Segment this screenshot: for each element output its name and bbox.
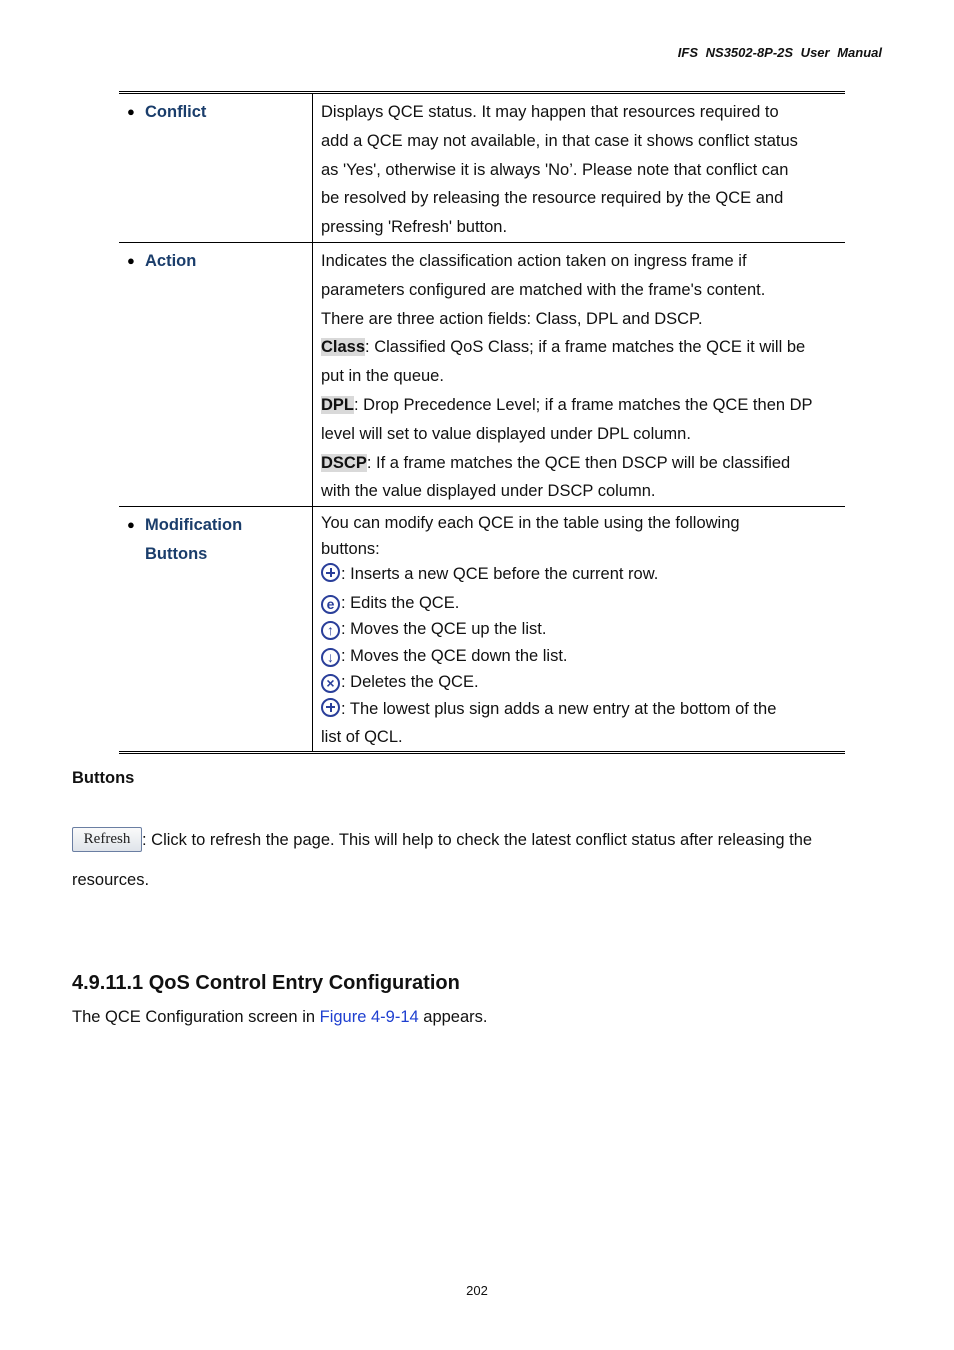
insert-row: : Inserts a new QCE before the current row.: [321, 562, 837, 591]
arrow-down-circle-icon: ↓: [321, 648, 340, 667]
manual-header: IFS NS3502-8P-2S User Manual: [677, 45, 882, 60]
table-row-action: [119, 242, 845, 506]
conflict-description: Displays QCE status. It may happen that resources required to add a QCE may not available, in that case it shows conflict status as 'Yes', otherwise it is always 'No’. Please note that conflict can be resolved by releasing the resource required by the QCE and pressing 'Refresh' button.: [321, 103, 798, 237]
section-title: 4.9.11.1 QoS Control Entry Configuration: [72, 972, 460, 994]
add-bottom-row: : The lowest plus sign adds a new entry at the bottom of the: [321, 697, 837, 726]
parameter-table: [119, 91, 845, 754]
modification-description: You can modify each QCE in the table using the following buttons: : Inserts a new QCE before the current row. e : Edits the QCE. ↑ : Moves the QCE up the list. ↓ : Moves the QCE down the list. × : Deletes the QCE. : The lowest plus sign adds a new entry at the bottom of the list of QCL.: [313, 507, 846, 753]
buttons-heading: Buttons: [72, 769, 135, 787]
keyword-class: Class: [321, 338, 366, 357]
param-action: ● Action: [127, 247, 304, 276]
bullet-icon: ●: [127, 104, 135, 119]
edit-row: e : Edits the QCE.: [321, 591, 837, 618]
edit-circle-icon: e: [321, 595, 340, 614]
section-text: The QCE Configuration screen in Figure 4-9-14 appears.: [72, 1008, 488, 1026]
x-circle-icon: ×: [321, 674, 340, 693]
page-number: 202: [466, 1283, 488, 1298]
table-row-modification-buttons: [119, 507, 845, 753]
refresh-description: Refresh : Click to refresh the page. This will help to check the latest conflict status after releasing the resources.: [72, 820, 882, 900]
param-modification-buttons: ● Modification Buttons: [127, 511, 304, 569]
delete-row: × : Deletes the QCE.: [321, 670, 837, 697]
move-down-row: ↓ : Moves the QCE down the list.: [321, 644, 837, 671]
figure-link[interactable]: Figure 4-9-14: [319, 1008, 419, 1026]
bullet-icon: ●: [127, 517, 135, 533]
action-description: Indicates the classification action taken on ingress frame if parameters configured are matched with the frame's content. There are three action fields: Class, DPL and DSCP. Class: Classified QoS Class; if a frame matches the QCE it will be put in the queue. DPL: Drop Precedence Level; if a frame matches the QCE then DP level will set to value displayed under DPL column. DSCP: If a frame matches the QCE then DSCP will be classified with the value displayed under DSCP column.: [313, 242, 846, 506]
keyword-dpl: DPL: [321, 395, 354, 414]
move-up-row: ↑ : Moves the QCE up the list.: [321, 617, 837, 644]
arrow-up-circle-icon: ↑: [321, 621, 340, 640]
table-row-conflict: [119, 93, 845, 243]
bullet-icon: ●: [127, 252, 135, 268]
param-conflict: ● Conflict: [127, 98, 304, 127]
refresh-button[interactable]: Refresh: [72, 827, 142, 852]
plus-circle-icon: [321, 698, 340, 717]
plus-circle-icon: [321, 563, 340, 582]
keyword-dscp: DSCP: [321, 453, 367, 472]
